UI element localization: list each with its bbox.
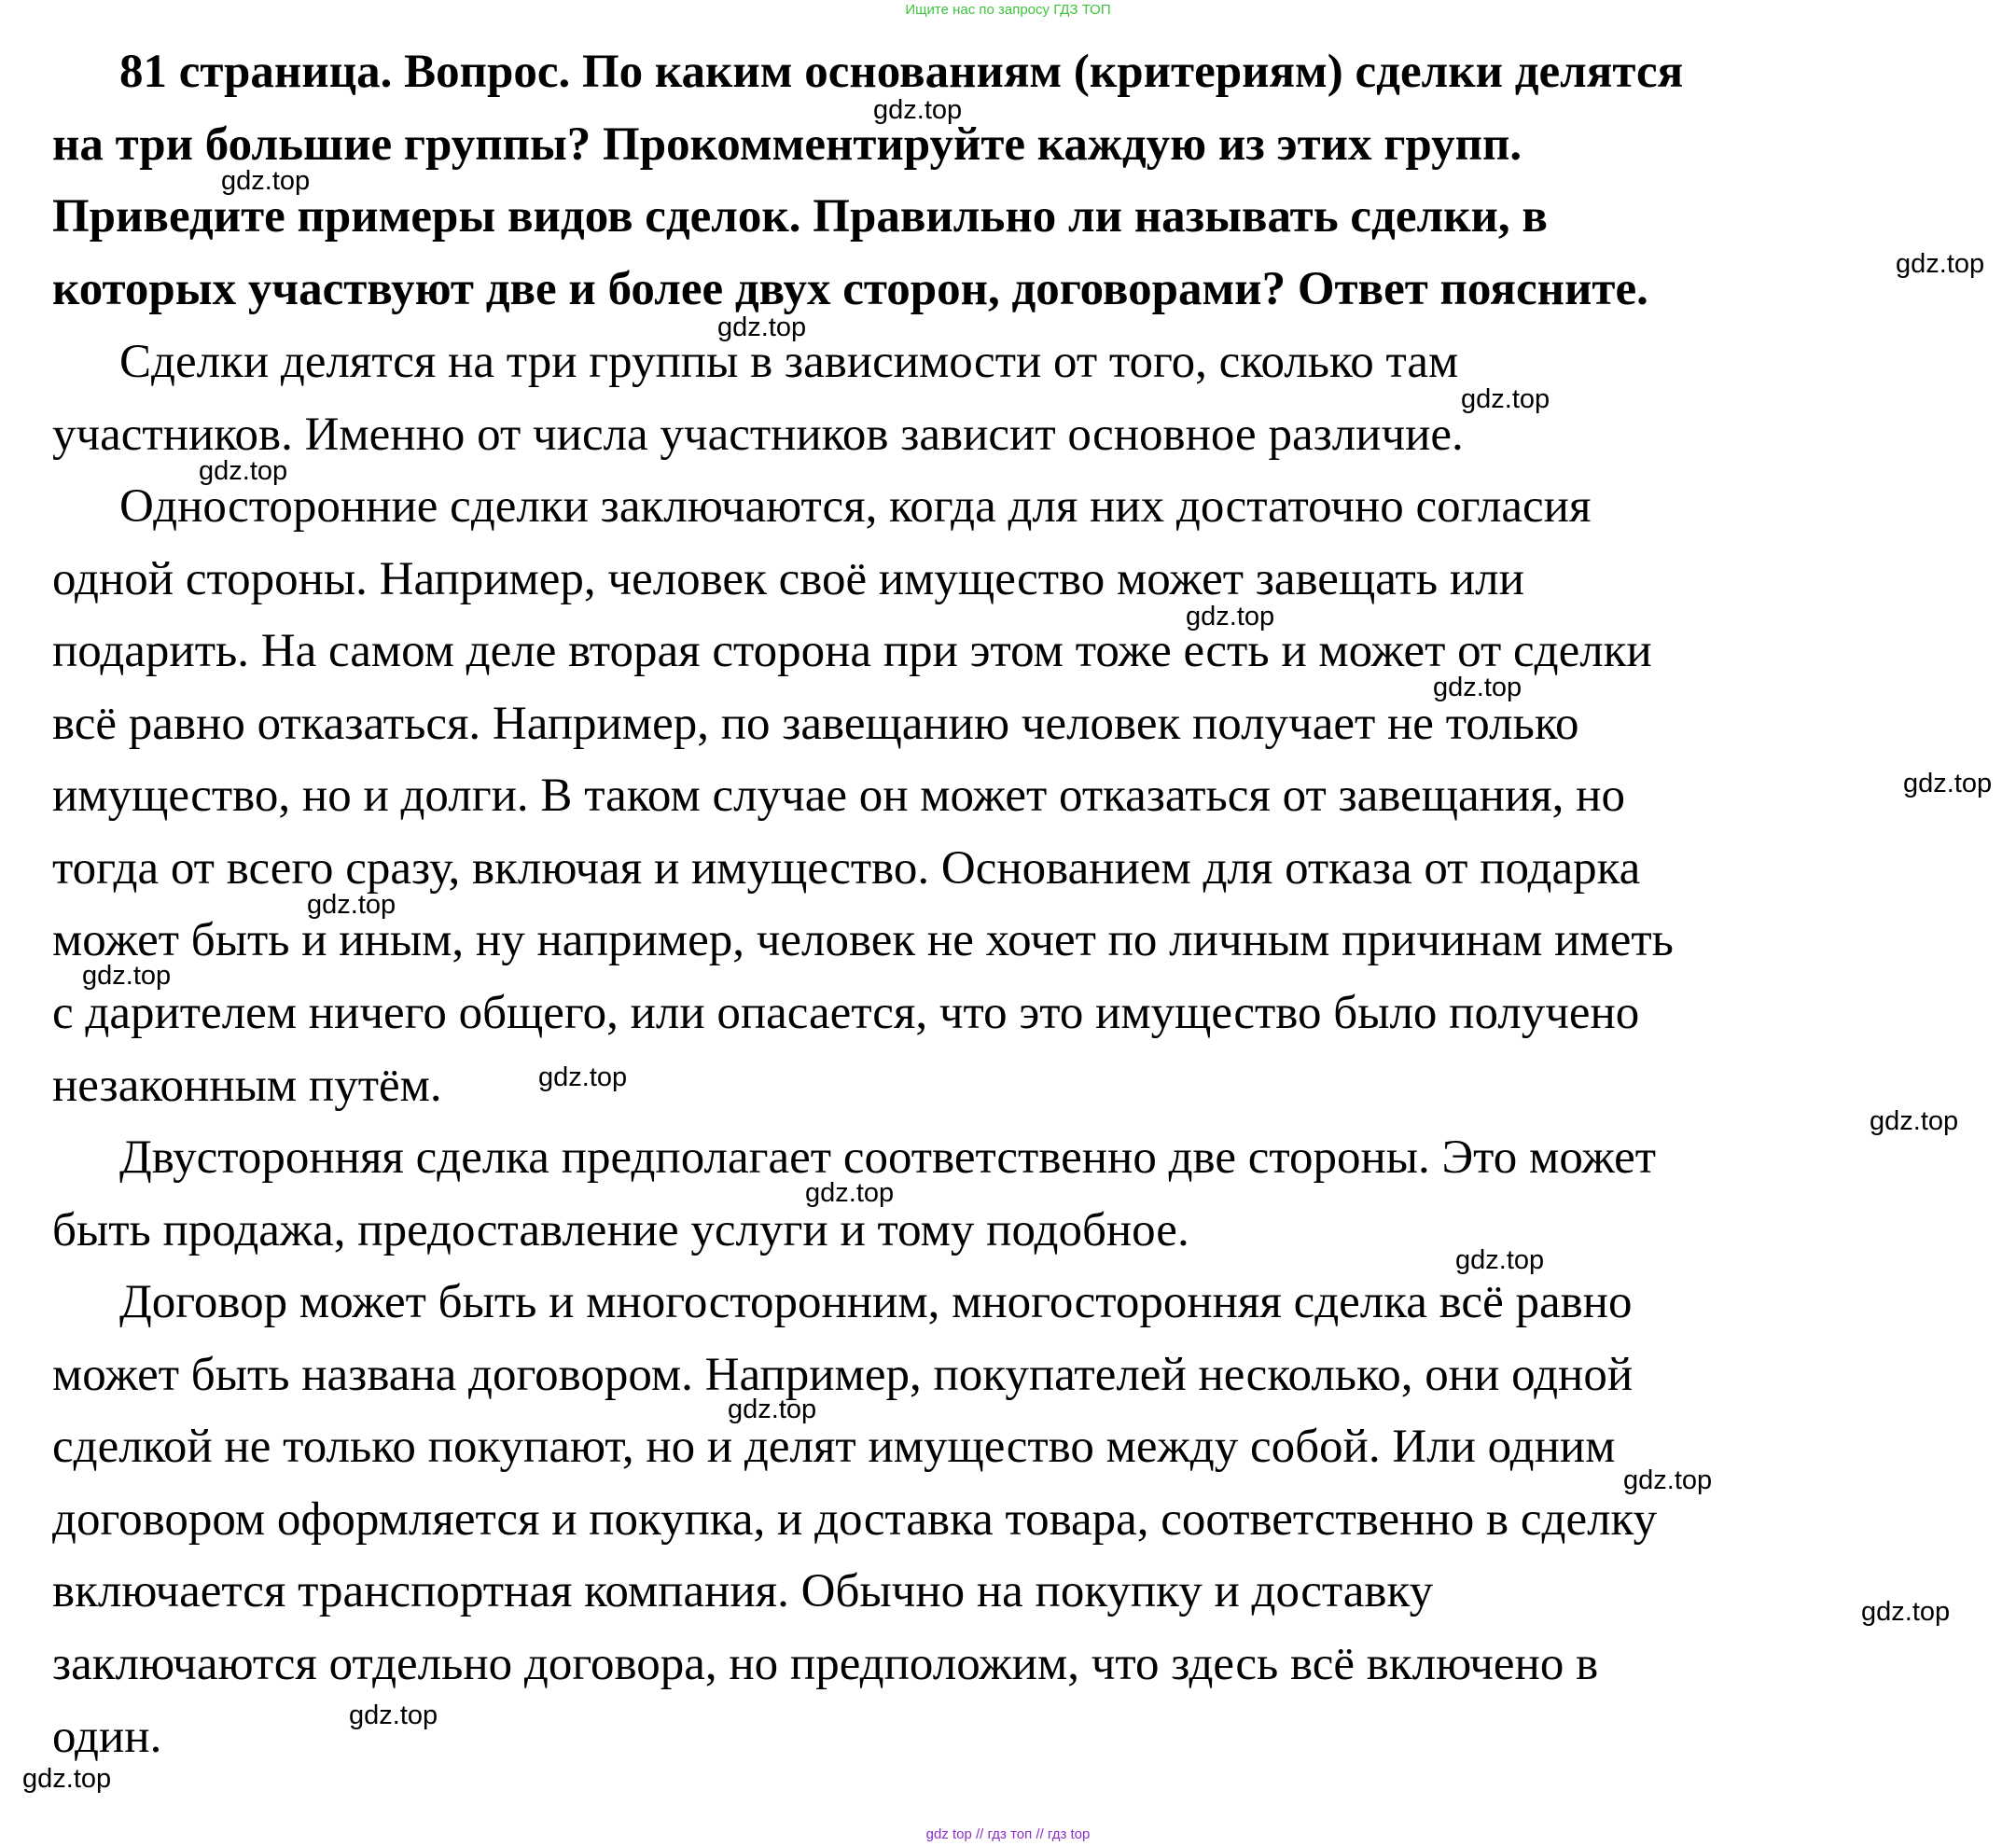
answer-line: подарить. На самом деле вторая сторона при этом тоже есть и может от сделки <box>52 625 1652 677</box>
question-line: 81 страница. Вопрос. По каким основаниям (критериям) сделки делятся <box>119 46 1684 98</box>
watermark: gdz.top <box>1455 1245 1545 1275</box>
answer-line: имущество, но и долги. В таком случае он может отказаться от завещания, но <box>52 770 1625 822</box>
answer-line: Односторонние сделки заключаются, когда для них достаточно согласия <box>119 480 1592 533</box>
answer-line: Сделки делятся на три группы в зависимости от того, сколько там <box>119 336 1459 388</box>
answer-line: с дарителем ничего общего, или опасается, что это имущество было получено <box>52 987 1640 1039</box>
answer-line: договором оформляется и покупка, и доставка товара, соответственно в сделку <box>52 1493 1658 1546</box>
watermark: gdz.top <box>1186 602 1275 632</box>
watermark: gdz.top <box>82 961 172 991</box>
watermark: gdz.top <box>349 1700 438 1730</box>
watermark: gdz.top <box>728 1395 817 1424</box>
watermark: gdz.top <box>1861 1597 1951 1627</box>
answer-line: включается транспортная компания. Обычно на покупку и доставку <box>52 1565 1434 1617</box>
answer-line: Двусторонняя сделка предполагает соответственно две стороны. Это может <box>119 1131 1657 1184</box>
watermark: gdz.top <box>307 890 396 920</box>
question-line: на три большие группы? Прокомментируйте каждую из этих групп. <box>52 118 1522 171</box>
watermark: gdz.top <box>717 312 807 342</box>
answer-line: всё равно отказаться. Например, по завещанию человек получает не только <box>52 698 1579 750</box>
question-line: Приведите примеры видов сделок. Правильно ли называть сделки, в <box>52 190 1548 243</box>
watermark: gdz.top <box>22 1764 112 1794</box>
watermark: gdz.top <box>1461 384 1550 414</box>
answer-line: заключаются отдельно договора, но предположим, что здесь всё включено в <box>52 1638 1599 1690</box>
question-line: которых участвуют две и более двух сторон, договорами? Ответ поясните. <box>52 263 1648 315</box>
answer-line: может быть и иным, ну например, человек не хочет по личным причинам иметь <box>52 914 1674 966</box>
answer-line: Договор может быть и многосторонним, многосторонняя сделка всё равно <box>119 1276 1633 1328</box>
watermark: gdz.top <box>1433 673 1522 702</box>
search-hint: Ищите нас по запросу ГДЗ ТОП <box>905 2 1111 18</box>
answer-line: может быть названа договором. Например, покупателей несколько, они одной <box>52 1349 1634 1401</box>
answer-line: одной стороны. Например, человек своё имущество может завещать или <box>52 553 1524 605</box>
watermark: gdz.top <box>538 1062 628 1092</box>
answer-line: сделкой не только покупают, но и делят имущество между собой. Или одним <box>52 1421 1616 1473</box>
footer-links: gdz top // гдз топ // гдз top <box>925 1826 1091 1842</box>
watermark: gdz.top <box>1903 769 1993 798</box>
watermark: gdz.top <box>199 456 288 486</box>
answer-line: быть продажа, предоставление услуги и тому подобное. <box>52 1204 1189 1256</box>
watermark: gdz.top <box>221 166 311 196</box>
watermark: gdz.top <box>1896 249 1985 279</box>
answer-line: тогда от всего сразу, включая и имущество. Основанием для отказа от подарка <box>52 842 1641 895</box>
answer-line: незаконным путём. <box>52 1060 442 1112</box>
answer-line: участников. Именно от числа участников зависит основное различие. <box>52 409 1464 461</box>
answer-line: один. <box>52 1711 162 1763</box>
watermark: gdz.top <box>1870 1106 1959 1136</box>
watermark: gdz.top <box>1623 1465 1713 1495</box>
watermark: gdz.top <box>805 1178 895 1208</box>
watermark: gdz.top <box>873 95 963 125</box>
